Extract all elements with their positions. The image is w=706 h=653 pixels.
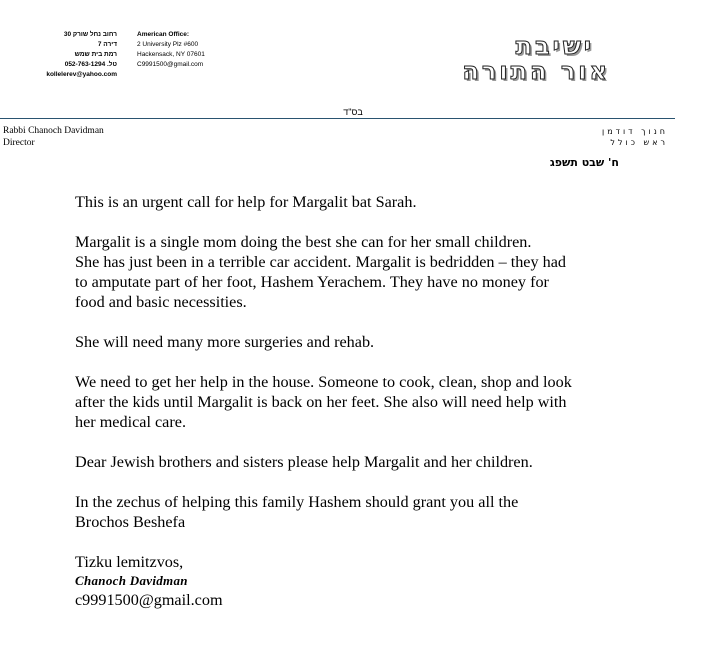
- us-office-address: [137, 30, 205, 70]
- signature: Chanoch Davidman: [75, 573, 188, 588]
- closing: Tizku lemitzvos,: [75, 553, 184, 571]
- yeshiva-logo: [462, 34, 610, 84]
- logo-line-2: אור התורה: [462, 57, 610, 85]
- bsd-marker: בס"ד: [343, 107, 363, 117]
- hebrew-date: ח' שבט תשפג: [549, 156, 619, 169]
- us-office-street: 2 University Plz #600: [137, 41, 199, 48]
- letter-body: [75, 192, 635, 610]
- hebrew-director-title: ראש כולל: [610, 138, 668, 147]
- israel-phone: טל. 052-763-1294: [64, 61, 117, 68]
- israel-email: kollelerev@yahoo.com: [46, 71, 117, 78]
- paragraph-5: Dear Jewish brothers and sisters please help Margalit and her children.: [75, 453, 533, 471]
- israel-city: רמת בית שמש: [74, 51, 117, 58]
- director-block: [3, 125, 104, 149]
- header-divider: [0, 118, 675, 119]
- paragraph-6: In the zechus of helping this family Hashem should grant you all the Brochos Beshefa: [75, 493, 519, 531]
- us-office-title: American Office:: [137, 31, 190, 38]
- paragraph-1: This is an urgent call for help for Margalit bat Sarah.: [75, 193, 417, 211]
- israel-street: רחוב נחל שורק 30: [63, 31, 117, 38]
- us-office-city: Hackensack, NY 07601: [137, 51, 205, 58]
- director-title: Director: [3, 138, 35, 148]
- israel-apartment: דירה 7: [97, 41, 117, 48]
- contact-email: c9991500@gmail.com: [75, 591, 223, 609]
- israel-address: [28, 30, 117, 80]
- us-office-email: C9991500@gmail.com: [137, 61, 204, 68]
- paragraph-4: We need to get her help in the house. Someone to cook, clean, shop and look after the kids until Margalit is back on her feet. She also will need help with her medical care.: [75, 373, 572, 431]
- paragraph-3: She will need many more surgeries and rehab.: [75, 333, 375, 351]
- hebrew-director-block: [602, 126, 668, 148]
- director-name: Rabbi Chanoch Davidman: [3, 126, 104, 136]
- hebrew-director-name: חנוך דודמן: [602, 127, 668, 136]
- logo-line-1: ישיבת: [515, 32, 594, 60]
- paragraph-2: Margalit is a single mom doing the best she can for her small children. She has just been in a terrible car accident. Margalit is bedridden – they had to amputate part of her foot, Hashem Yerachem. They have no money for food and basic necessities.: [75, 233, 567, 311]
